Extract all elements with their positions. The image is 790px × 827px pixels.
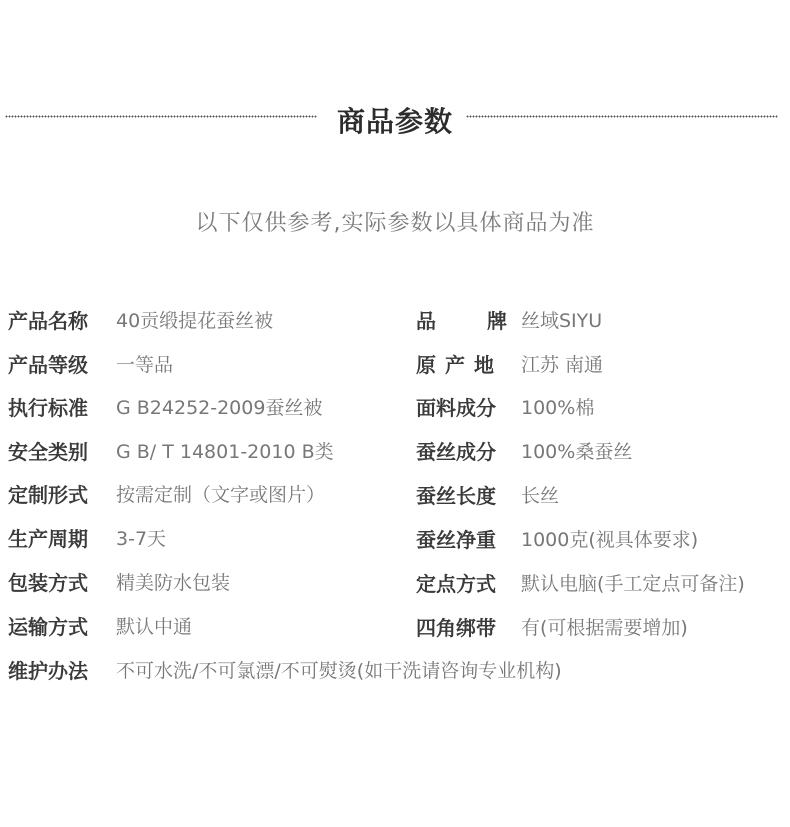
param-value: 长丝 bbox=[521, 485, 560, 507]
param-value: 100%棉 bbox=[521, 397, 595, 419]
param-label: 面料成分 bbox=[416, 396, 496, 420]
param-label: 品 牌 bbox=[416, 309, 529, 333]
param-label: 四角绑带 bbox=[416, 616, 496, 640]
param-value: 默认中通 bbox=[116, 616, 193, 638]
disclaimer-subtitle: 以下仅供参考,实际参数以具体商品为准 bbox=[195, 211, 595, 236]
param-value: 默认电脑(手工定点可备注) bbox=[521, 573, 745, 595]
param-label: 维护办法 bbox=[8, 659, 88, 683]
param-value: 一等品 bbox=[116, 354, 174, 376]
param-label: 生产周期 bbox=[8, 527, 88, 551]
param-label: 蚕丝成分 bbox=[416, 440, 496, 464]
param-label: 产品名称 bbox=[8, 309, 88, 333]
param-label: 运输方式 bbox=[8, 615, 88, 639]
param-value: 40贡缎提花蚕丝被 bbox=[116, 310, 274, 332]
param-value: G B/ T 14801-2010 B类 bbox=[116, 441, 334, 463]
param-value: 100%桑蚕丝 bbox=[521, 441, 633, 463]
param-value: 不可水洗/不可氯漂/不可熨烫(如干洗请咨询专业机构) bbox=[116, 660, 562, 682]
param-value: 丝域SIYU bbox=[521, 310, 603, 332]
param-label: 包装方式 bbox=[8, 571, 88, 595]
param-value: 1000克(视具体要求) bbox=[521, 529, 699, 551]
param-label: 原产地 bbox=[416, 353, 503, 377]
section-title: 商品参数 bbox=[336, 105, 453, 138]
param-label: 定制形式 bbox=[8, 483, 88, 507]
param-value: G B24252-2009蚕丝被 bbox=[116, 397, 323, 419]
param-label: 产品等级 bbox=[8, 353, 88, 377]
param-label: 蚕丝长度 bbox=[416, 484, 496, 508]
decorative-dotted-line-right bbox=[466, 115, 778, 118]
param-label: 安全类别 bbox=[8, 440, 88, 464]
param-value: 有(可根据需要增加) bbox=[521, 617, 688, 639]
param-label: 执行标准 bbox=[8, 396, 88, 420]
param-label: 蚕丝净重 bbox=[416, 528, 496, 552]
param-value: 精美防水包装 bbox=[116, 572, 231, 594]
param-value: 按需定制（文字或图片） bbox=[116, 484, 326, 506]
param-label: 定点方式 bbox=[416, 572, 496, 596]
section-title-row bbox=[0, 96, 790, 140]
param-value: 3-7天 bbox=[116, 528, 167, 550]
param-value: 江苏 南通 bbox=[521, 354, 604, 376]
